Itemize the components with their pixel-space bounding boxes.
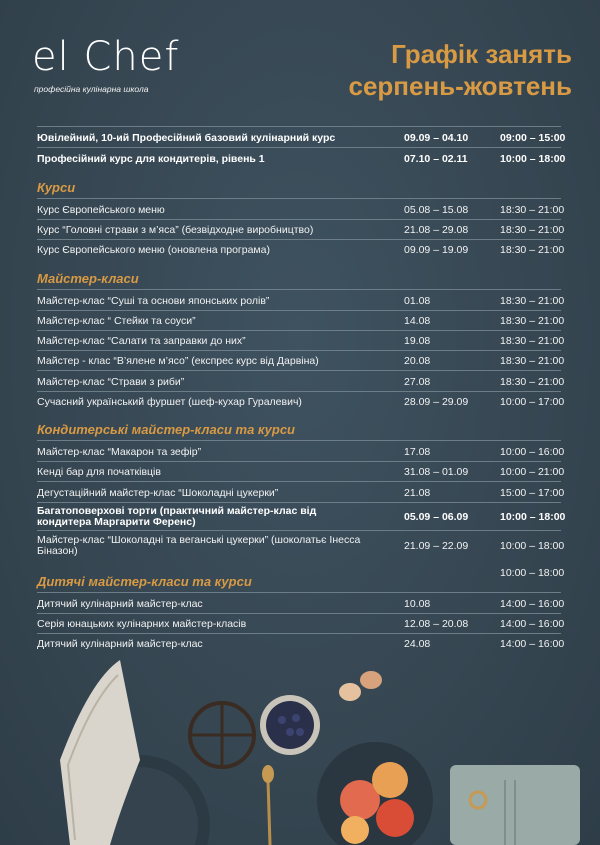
course-date: 12.08 – 20.08 — [404, 618, 469, 630]
course-name: Кенді бар для початківців — [37, 466, 161, 478]
course-date: 27.08 — [404, 376, 431, 388]
spoon-icon — [268, 780, 270, 845]
course-date: 20.08 — [404, 355, 431, 367]
divider — [37, 147, 561, 148]
course-time: 14:00 – 16:00 — [500, 638, 565, 650]
section-title-masterclasses: Майстер-класи — [37, 271, 139, 286]
divider — [37, 440, 561, 441]
page-title — [272, 38, 572, 102]
logo-subtitle: професійна кулінарна школа — [34, 84, 149, 94]
divider — [37, 219, 561, 220]
course-time: 09:00 – 15:00 — [500, 132, 566, 144]
table-row — [0, 152, 600, 170]
course-date: 01.08 — [404, 295, 431, 307]
course-time: 18:30 – 21:00 — [500, 355, 565, 367]
course-time: 10:00 – 21:00 — [500, 466, 565, 478]
course-date: 09.09 – 04.10 — [404, 132, 469, 144]
course-name: Майстер-клас “Салати та заправки до них” — [37, 335, 246, 347]
course-date: 09.09 – 19.09 — [404, 244, 469, 256]
divider — [37, 330, 561, 331]
section-title-kids: Дитячі майстер-класи та курси — [37, 574, 252, 589]
course-name: Дегустаційний майстер-клас “Шоколадні цукерки” — [37, 487, 279, 499]
course-name: Майстер-клас “Шоколадні та веганські цукерки” (шоколатьє Інесса Біназон) — [37, 534, 361, 557]
table-row — [0, 395, 600, 413]
egg-icon — [339, 683, 361, 701]
course-time: 10:00 – 18:00 — [500, 153, 566, 165]
course-date: 24.08 — [404, 638, 431, 650]
divider — [37, 350, 561, 351]
course-time: 18:30 – 21:00 — [500, 244, 565, 256]
course-time: 18:30 – 21:00 — [500, 204, 565, 216]
course-date: 19.08 — [404, 335, 431, 347]
course-date: 17.08 — [404, 446, 431, 458]
section-title-courses: Курси — [37, 180, 76, 195]
course-name: Сучасний український фуршет (шеф-кухар Гуралевич) — [37, 396, 302, 408]
course-date: 10.08 — [404, 598, 431, 610]
divider — [37, 633, 561, 634]
divider — [37, 289, 561, 290]
table-row — [0, 534, 600, 557]
course-date: 21.08 — [404, 487, 431, 499]
course-date: 05.08 – 15.08 — [404, 204, 469, 216]
title-line-2: серпень-жовтень — [348, 71, 572, 101]
divider — [37, 198, 561, 199]
course-time: 18:30 – 21:00 — [500, 335, 565, 347]
course-name: Курс Європейського меню (оновлена програма) — [37, 244, 270, 256]
divider — [37, 126, 561, 127]
divider — [37, 370, 561, 371]
course-time: 10:00 – 18:00 — [500, 540, 565, 552]
course-date: 14.08 — [404, 315, 431, 327]
logo — [32, 34, 192, 104]
divider — [37, 310, 561, 311]
course-name: Майстер-клас “Страви з риби” — [37, 376, 185, 388]
divider — [37, 391, 561, 392]
course-date: 21.08 – 29.08 — [404, 224, 469, 236]
course-time: 18:30 – 21:00 — [500, 295, 565, 307]
divider — [37, 502, 561, 503]
table-row — [0, 243, 600, 261]
course-time: 15:00 – 17:00 — [500, 487, 565, 499]
kitchen-illustration — [0, 640, 600, 845]
course-time: 18:30 – 21:00 — [500, 376, 565, 388]
course-name: Багатоповерхові торти (практичний майстер-клас від кондитера Маргарити Ференс) — [37, 505, 317, 528]
course-name: Майстер-клас “ Стейки та соуси” — [37, 315, 196, 327]
course-date: 21.09 – 22.09 — [404, 540, 469, 552]
course-name: Ювілейний, 10-ий Професійний базовий кулінарний курс — [37, 132, 336, 144]
course-date: 05.09 – 06.09 — [404, 511, 469, 523]
divider — [37, 481, 561, 482]
divider — [37, 530, 561, 531]
title-line-1: Графік занять — [391, 39, 572, 69]
course-time: 10:00 – 18:00 — [500, 511, 566, 523]
course-name: Професійний курс для кондитерів, рівень 1 — [37, 153, 265, 165]
course-name: Серія юнацьких кулінарних майстер-класів — [37, 618, 247, 630]
course-time: 14:00 – 16:00 — [500, 618, 565, 630]
course-name: Дитячий кулінарний майстер-клас — [37, 638, 203, 650]
course-name: Майстер - клас “В’ялене м’ясо” (експрес курс від Дарвіна) — [37, 355, 319, 367]
course-date: 07.10 – 02.11 — [404, 153, 468, 165]
divider — [37, 461, 561, 462]
divider — [37, 613, 561, 614]
logo-brand: el Chef — [32, 34, 180, 80]
course-name: Майстер-клас “Макарон та зефір” — [37, 446, 202, 458]
course-time: 14:00 – 16:00 — [500, 598, 565, 610]
divider — [37, 592, 561, 593]
egg-icon — [360, 671, 382, 689]
section-title-pastry: Кондитерські майстер-класи та курси — [37, 422, 295, 437]
course-date: 31.08 – 01.09 — [404, 466, 469, 478]
course-name: Майстер-клас “Суші та основи японських ролів” — [37, 295, 270, 307]
course-time: 18:30 – 21:00 — [500, 315, 565, 327]
table-row — [0, 505, 600, 528]
course-name: Курс Європейського меню — [37, 204, 165, 216]
course-time: 18:30 – 21:00 — [500, 224, 565, 236]
course-date: 28.09 – 29.09 — [404, 396, 469, 408]
course-time: 10:00 – 17:00 — [500, 396, 565, 408]
course-name: Дитячий кулінарний майстер-клас — [37, 598, 203, 610]
course-name: Курс “Головні страви з м’яса” (безвідходне виробництво) — [37, 224, 314, 236]
course-time: 10:00 – 16:00 — [500, 446, 565, 458]
course-time: 10:00 – 18:00 — [500, 567, 565, 579]
divider — [37, 239, 561, 240]
